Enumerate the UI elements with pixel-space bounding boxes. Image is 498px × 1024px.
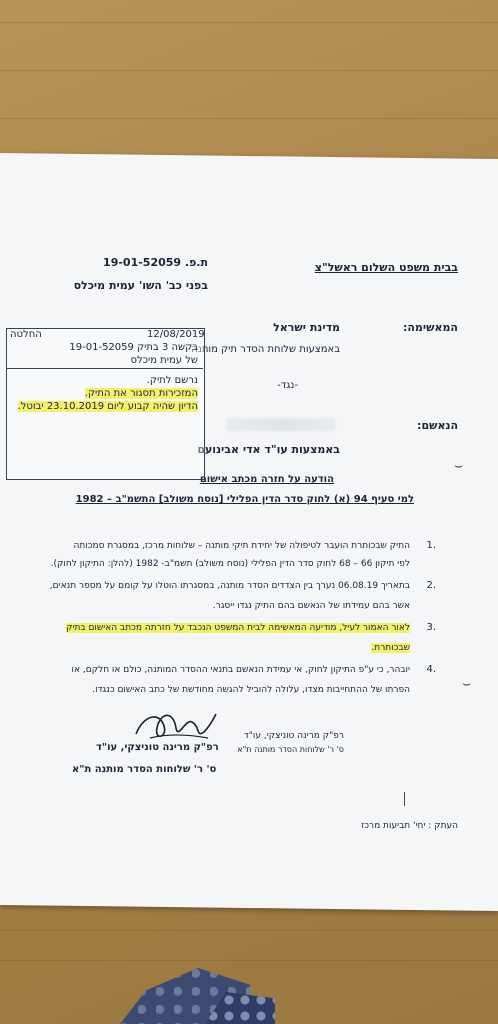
judge-name: בפני כב' השו' עמית מיכלס <box>73 279 208 292</box>
pen-mark <box>404 792 405 806</box>
notice-title: הודעה על חזרה מכתב אישום <box>199 474 334 485</box>
pen-mark: ⌣ <box>454 458 464 474</box>
signature-left-name: רפ"ק מרינה טוניצקי, עו"ד <box>96 742 219 753</box>
stamp-line-1: נרשם לתיק. <box>146 375 198 386</box>
accuser-label: המאשימה: <box>402 321 458 334</box>
accuser-name: מדינת ישראל <box>273 321 340 334</box>
wood-grain <box>0 960 498 961</box>
wood-grain <box>0 70 498 71</box>
court-name: בבית משפט השלום ראשל"צ <box>314 261 458 274</box>
para-3-line-1: לאור האמור לעיל, מודיעה המאשימה לבית המשפט הנכבד על חזרתה מכתב האישום בתיק <box>66 623 410 633</box>
signature-right-name: רפ"ק מרינה טוניצקי, עו"ד <box>243 731 344 741</box>
para-2-line-1: בתאריך 06.08.19 נערך בין הצדדים הסדר מותנה, במסגרתו הוטלו על קומם על מספר תנאים, <box>49 581 410 591</box>
stamp-line-2: המזכירות תסגור את התיק. <box>84 388 198 399</box>
case-number: ת.פ. 19-01-52059 <box>103 256 208 269</box>
para-1-number: .1 <box>426 540 436 551</box>
para-1-line-1: התיק שבכותרת הועבר לטיפולה של יחידת תיקי מותנה – שלוחות מרכז, במסגרת סמכותה <box>73 541 410 551</box>
copy-to: העתק : יחי' תביעות מרכז <box>361 821 458 831</box>
redacted-accused-name <box>226 418 336 431</box>
para-3-number: .3 <box>426 622 436 633</box>
signature-left-role: ס' ר' שלוחות הסדר מותנה ת"א <box>72 764 217 775</box>
wood-grain <box>0 22 498 23</box>
stamp-label: החלטה <box>10 329 42 340</box>
para-4-number: .4 <box>426 664 436 675</box>
stamp-judge: של עמית מיכלס <box>130 355 198 366</box>
para-4-line-1: יובהר, כי ע"פ התיקון לחוק, אי עמידת הנאשם בתנאי ההסדר המותנה, כולם או חלקם, או <box>71 665 410 675</box>
stamp-case: בקשה 3 בתיק 19-01-52059 <box>69 342 198 353</box>
versus-label: -נגד- <box>277 380 298 391</box>
accused-via: באמצעות עו"ד אדי אבינועם <box>197 443 340 456</box>
accused-label: הנאשם: <box>417 419 458 432</box>
accuser-via: באמצעות שלוחת הסדר תיק מותנה <box>191 344 340 355</box>
stamp-line-3: הדיון שהיה קבוע ליום 23.10.2019 יבוטל. <box>17 401 198 412</box>
para-3-line-2: שבכותרת. <box>371 643 410 653</box>
wood-grain <box>0 930 498 931</box>
notice-subtitle: למי סעיף 94 (א) לחוק סדר הדין הפלילי [נוסח משולב] התשמ"ב – 1982 <box>75 494 414 505</box>
para-1-line-2: לפי תיקון 66 – 68 לחוק סדר הדין הפלילי (נוסח משולב) תשמ"ב- 1982 (להלן: התיקון לחוק). <box>50 559 410 569</box>
signature-right-role: ס' ר' שלוחות הסדר מותנה ת"א <box>237 745 344 754</box>
para-2-line-2: אשר בהם עמידתו של הנאשם בהם התיק נגדו ייסגר. <box>212 601 410 611</box>
stamp-date: 12/08/2019 <box>147 329 205 340</box>
wood-grain <box>0 118 498 119</box>
para-4-line-2: הפרתו של ההתחייבות מצדו, עלולה להוביל להגשה מחודשת של כתב האישום כנגדו. <box>92 685 410 695</box>
pen-mark: ⌣ <box>462 676 472 692</box>
para-2-number: .2 <box>426 580 436 591</box>
